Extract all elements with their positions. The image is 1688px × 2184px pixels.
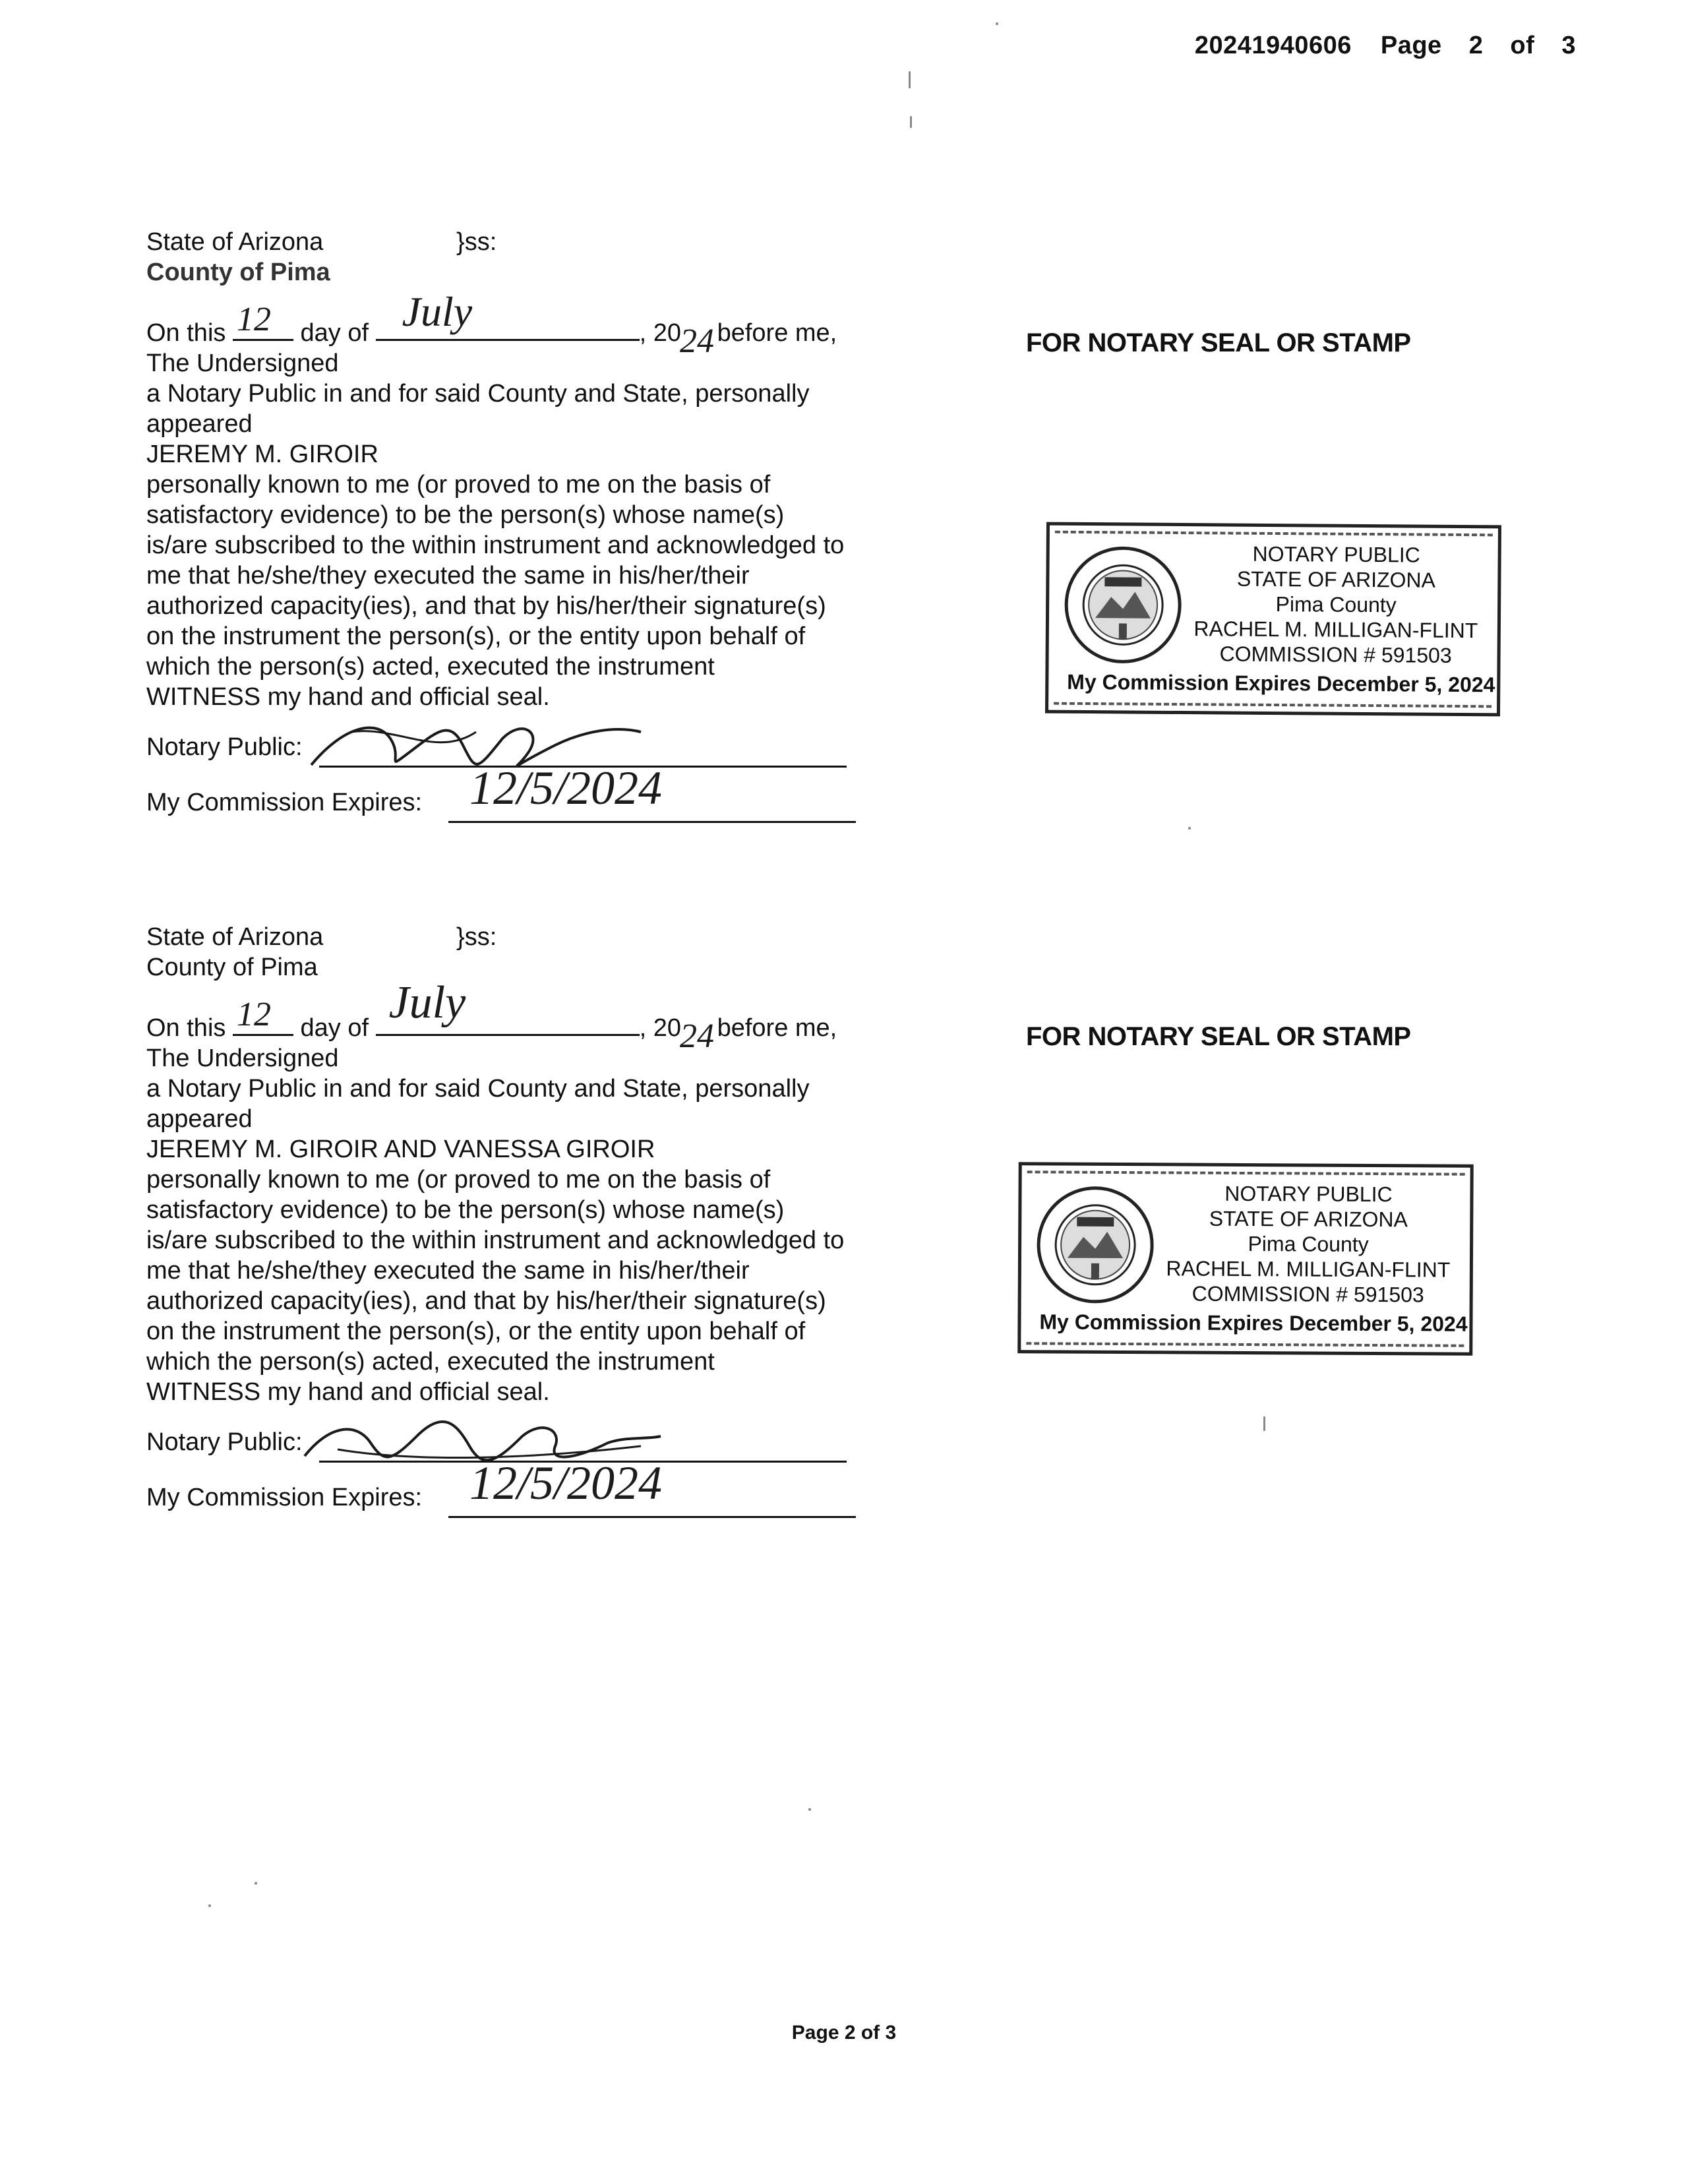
notary-stamp (1045, 522, 1501, 717)
stamp-name: RACHEL M. MILLIGAN-FLINT (1166, 1256, 1451, 1282)
signer-names: JEREMY M. GIROIR (146, 440, 378, 468)
body-line: personally known to me (or proved to me on the basis of (146, 471, 771, 499)
body-line: on the instrument the person(s), or the entity upon behalf of (146, 622, 806, 650)
day-of-label: day of (300, 319, 369, 347)
county-label: County of Pima (146, 954, 318, 981)
state-label: State of Arizona (146, 228, 324, 256)
county-label: County of Pima (146, 258, 330, 286)
body-line: on the instrument the person(s), or the entity upon behalf of (146, 1318, 806, 1345)
stamp-expires: My Commission Expires December 5, 2024 (1039, 1310, 1468, 1336)
witness-line: WITNESS my hand and official seal. (146, 1378, 550, 1406)
body-line: me that he/she/they executed the same in his/her/their (146, 562, 750, 590)
body-line: which the person(s) acted, executed the instrument (146, 653, 715, 681)
appeared-label: appeared (146, 1105, 253, 1133)
month-handwritten: July (388, 977, 466, 1028)
scan-speck (808, 1808, 811, 1811)
stamp-commission: COMMISSION # 591503 (1219, 642, 1452, 667)
day-handwritten: 12 (236, 996, 271, 1033)
year-prefix: 20 (653, 319, 682, 347)
ss-label: }ss: (456, 923, 497, 951)
seal-label: FOR NOTARY SEAL OR STAMP (1026, 328, 1411, 357)
commission-handwritten: 12/5/2024 (469, 1457, 663, 1509)
commission-row (146, 1457, 938, 1518)
notary-public-label: Notary Public: (146, 733, 303, 761)
page-header (1166, 32, 1576, 60)
year-handwritten: 24 (680, 322, 715, 360)
page-footer: Page 2 of 3 (791, 2022, 897, 2044)
body-line: is/are subscribed to the within instrument and acknowledged to (146, 1227, 845, 1254)
notary-signature-row (146, 712, 938, 768)
month-field (376, 288, 640, 341)
body-line: satisfactory evidence) to be the person(s) whose name(s) (146, 1196, 785, 1224)
body-line: authorized capacity(ies), and that by his/her/their signature(s) (146, 592, 826, 620)
month-field (376, 977, 640, 1036)
before-me-label: before me, (717, 1014, 837, 1042)
body-line: satisfactory evidence) to be the person(s) whose name(s) (146, 501, 785, 529)
day-of-label: day of (300, 1014, 369, 1042)
notary-stamp (1017, 1162, 1474, 1356)
body-line: me that he/she/they executed the same in his/her/their (146, 1257, 750, 1285)
scan-speck (1188, 827, 1191, 830)
commission-expires-label: My Commission Expires: (146, 789, 423, 816)
year-handwritten: 24 (680, 1017, 715, 1055)
appeared-label: appeared (146, 410, 253, 438)
body-line: is/are subscribed to the within instrument and acknowledged to (146, 531, 845, 559)
body-line: authorized capacity(ies), and that by his/her/their signature(s) (146, 1287, 826, 1315)
commission-row (146, 762, 938, 823)
month-handwritten: July (402, 288, 473, 335)
scan-speck (909, 71, 911, 88)
stamp-title: NOTARY PUBLIC (1252, 541, 1420, 567)
body-line: personally known to me (or proved to me on the basis of (146, 1166, 771, 1194)
day-handwritten: 12 (236, 301, 271, 338)
notary-signature-row (146, 1407, 938, 1463)
on-this-label: On this (146, 1014, 226, 1042)
commission-handwritten: 12/5/2024 (469, 762, 663, 814)
undersigned-label: The Undersigned (146, 1045, 339, 1072)
stamp-title: NOTARY PUBLIC (1224, 1181, 1393, 1207)
seal-label: FOR NOTARY SEAL OR STAMP (1026, 1022, 1411, 1051)
scan-speck (255, 1882, 257, 1885)
state-label: State of Arizona (146, 923, 324, 951)
on-this-label: On this (146, 319, 226, 347)
stamp-expires: My Commission Expires December 5, 2024 (1067, 669, 1495, 697)
stamp-commission: COMMISSION # 591503 (1191, 1281, 1424, 1307)
stamp-state: STATE OF ARIZONA (1209, 1206, 1408, 1232)
notary-line: a Notary Public in and for said County and State, personally (146, 1075, 810, 1103)
signer-names: JEREMY M. GIROIR AND VANESSA GIROIR (146, 1136, 655, 1163)
stamp-name: RACHEL M. MILLIGAN-FLINT (1193, 617, 1478, 643)
header-page-label: Page 2 of 3 (1380, 32, 1576, 59)
ss-label: }ss: (456, 228, 497, 256)
commission-rule (448, 821, 856, 823)
commission-rule (448, 1516, 856, 1518)
stamp-county: Pima County (1275, 592, 1397, 617)
state-seal-icon (1064, 545, 1183, 665)
undersigned-label: The Undersigned (146, 349, 339, 377)
state-seal-icon (1036, 1185, 1155, 1304)
acknowledgment-1: State of Arizona }ss: County of Pima On this 12 day of July , 20 24 before me, The Undersigned a Notary Public in and for said County and State, personally appeared JEREMY M. GIROIR personally known to me (or proved to me on the basis of satisfactory evidence) to be the person(s) whose name(s) is/are subscribed to the within instrument and acknowledged to me that he/she/they executed the same in his/her/their authorized capacity(ies), and that by his/her/their signature(s) on the instrument the person(s), or the entity upon behalf of which the person(s) acted, executed the instrument WITNESS my hand and official seal. Notary Public: My Commission Expires: 12/5/2024 (146, 227, 938, 823)
day-field (233, 301, 293, 341)
witness-line: WITNESS my hand and official seal. (146, 683, 550, 711)
body-line: which the person(s) acted, executed the instrument (146, 1348, 715, 1376)
scan-speck (1263, 1416, 1265, 1431)
scan-speck (910, 116, 912, 128)
scan-speck (996, 22, 998, 25)
notary-line: a Notary Public in and for said County and State, personally (146, 380, 810, 408)
document-number: 20241940606 (1194, 32, 1352, 59)
before-me-label: before me, (717, 319, 837, 347)
scan-speck (208, 1904, 211, 1907)
stamp-county: Pima County (1248, 1232, 1369, 1256)
stamp-state: STATE OF ARIZONA (1236, 566, 1436, 592)
acknowledgment-2: State of Arizona }ss: County of Pima On this 12 day of July , 20 24 before me, The Undersigned a Notary Public in and for said County and State, personally appeared JEREMY M. GIROIR AND VANESSA GIROIR personally known to me (or proved to me on the basis of satisfactory evidence) to be the person(s) whose name(s) is/are subscribed to the within instrument and acknowledged to me that he/she/they executed the same in his/her/their authorized capacity(ies), and that by his/her/their signature(s) on the instrument the person(s), or the entity upon behalf of which the person(s) acted, executed the instrument WITNESS my hand and official seal. Notary Public: My Commission Expires: 12/5/2024 (146, 922, 938, 1518)
day-field (233, 996, 293, 1036)
commission-expires-label: My Commission Expires: (146, 1484, 423, 1511)
year-prefix: 20 (653, 1014, 682, 1042)
notary-public-label: Notary Public: (146, 1428, 303, 1456)
